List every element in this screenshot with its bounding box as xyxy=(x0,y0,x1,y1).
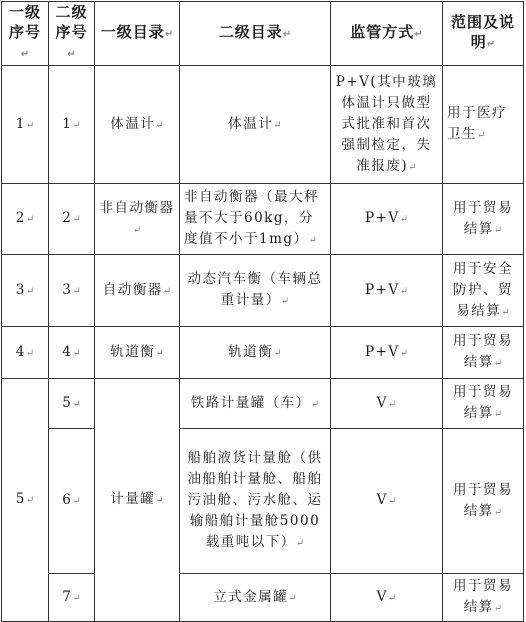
cell-scope: 用于贸易结算↵ xyxy=(443,574,524,622)
cell-level1-no: 5↵ xyxy=(2,379,49,622)
cell-level1-no: 4↵ xyxy=(2,327,49,379)
cell-scope: 用于贸易结算↵ xyxy=(443,184,524,255)
cell-level1-no: 1↵ xyxy=(2,66,49,184)
cell-level2-no: 1↵ xyxy=(49,66,95,184)
cell-level2-dir: 体温计↵ xyxy=(180,66,331,184)
cell-scope: 用于安全防护、贸易结算↵ xyxy=(443,255,524,327)
cell-level1-no: 3↵ xyxy=(2,255,49,327)
cell-supervision: P+V↵ xyxy=(331,184,443,255)
table-row xyxy=(2,184,524,255)
cell-level2-dir: 动态汽车衡（车辆总重计量）↵ xyxy=(180,255,331,327)
cell-level1-dir: 轨道衡↵ xyxy=(95,327,180,379)
cell-level2-no: 2↵ xyxy=(49,184,95,255)
header-level1-no: 一级序号↵ xyxy=(2,2,49,66)
table-row xyxy=(2,255,524,327)
cell-supervision: P+V↵ xyxy=(331,327,443,379)
cell-level1-dir: 体温计↵ xyxy=(95,66,180,184)
table-row xyxy=(2,327,524,379)
cell-level2-no: 7↵ xyxy=(49,574,95,622)
cell-level2-no: 3↵ xyxy=(49,255,95,327)
table-row xyxy=(2,66,524,184)
table-row xyxy=(2,574,524,622)
cell-supervision: V↵ xyxy=(331,429,443,574)
cell-level1-no: 2↵ xyxy=(2,184,49,255)
cell-supervision: V↵ xyxy=(331,379,443,429)
cell-level2-dir: 铁路计量罐（车）↵ xyxy=(180,379,331,429)
cell-supervision: P+V(其中玻璃体温计只做型式批准和首次强制检定，失准报废)↵ xyxy=(331,66,443,184)
cell-level1-dir: 计量罐↵ xyxy=(95,379,180,622)
cell-level2-no: 4↵ xyxy=(49,327,95,379)
cell-scope: 用于贸易结算↵ xyxy=(443,327,524,379)
header-row xyxy=(2,2,524,66)
table-row xyxy=(2,429,524,574)
cell-level2-no: 5↵ xyxy=(49,379,95,429)
cell-supervision: P+V↵ xyxy=(331,255,443,327)
cell-level2-dir: 船舶液货计量舱（供油船舶计量舱、船舶污油舱、污水舱、运输船舶计量舱5000载重吨以下）↵ xyxy=(180,429,331,574)
cell-level2-no: 6↵ xyxy=(49,429,95,574)
cell-supervision: V↵ xyxy=(331,574,443,622)
measuring-instruments-table xyxy=(1,1,524,622)
cell-level2-dir: 立式金属罐↵ xyxy=(180,574,331,622)
header-supervision: 监管方式↵ xyxy=(331,2,443,66)
table-row xyxy=(2,379,524,429)
cell-scope: 用于医疗卫生↵ xyxy=(443,66,524,184)
cell-scope: 用于贸易结算↵ xyxy=(443,379,524,429)
header-level2-no: 二级序号↵ xyxy=(49,2,95,66)
header-level1-dir: 一级目录↵ xyxy=(95,2,180,66)
cell-level2-dir: 非自动衡器（最大秤量不大于60kg，分度值不小于1mg）↵ xyxy=(180,184,331,255)
cell-level1-dir: 非自动衡器↵ xyxy=(95,184,180,255)
cell-level1-dir: 自动衡器↵ xyxy=(95,255,180,327)
header-scope: 范围及说明↵ xyxy=(443,2,524,66)
header-level2-dir: 二级目录↵ xyxy=(180,2,331,66)
cell-scope: 用于贸易结算↵ xyxy=(443,429,524,574)
cell-level2-dir: 轨道衡↵ xyxy=(180,327,331,379)
